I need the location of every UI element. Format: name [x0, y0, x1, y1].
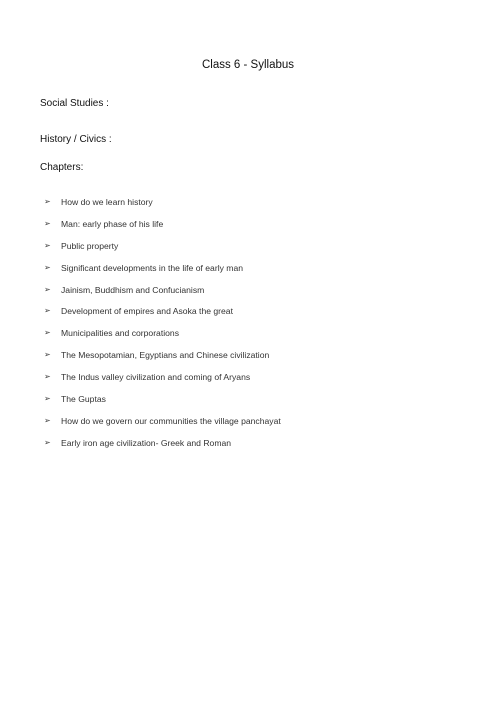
list-item	[44, 410, 281, 432]
arrowhead-bullet-icon: ➢	[44, 393, 51, 403]
list-item	[44, 257, 281, 279]
chapter-list	[44, 191, 281, 454]
list-item	[44, 300, 281, 322]
chapter-text: How do we govern our communities the village panchayat	[61, 415, 281, 426]
arrowhead-bullet-icon: ➢	[44, 196, 51, 206]
chapter-text: The Guptas	[61, 393, 106, 404]
arrowhead-bullet-icon: ➢	[44, 240, 51, 250]
arrowhead-bullet-icon: ➢	[44, 284, 51, 294]
page-title: Class 6 - Syllabus	[201, 59, 295, 71]
list-item	[44, 344, 281, 366]
subject-label: Social Studies :	[40, 98, 109, 109]
arrowhead-bullet-icon: ➢	[44, 372, 51, 382]
section-label: History / Civics :	[40, 134, 112, 145]
arrowhead-bullet-icon: ➢	[44, 415, 51, 425]
chapter-text: Jainism, Buddhism and Confucianism	[61, 284, 205, 295]
arrowhead-bullet-icon: ➢	[44, 350, 51, 360]
list-item	[44, 279, 281, 301]
list-item	[44, 388, 281, 410]
chapter-text: Man: early phase of his life	[61, 218, 164, 229]
chapter-text: The Mesopotamian, Egyptians and Chinese civilization	[61, 350, 270, 361]
chapter-text: Significant developments in the life of early man	[61, 262, 244, 273]
chapter-text: Development of empires and Asoka the great	[61, 306, 233, 317]
chapter-text: How do we learn history	[61, 196, 153, 207]
list-item	[44, 235, 281, 257]
list-item	[44, 191, 281, 213]
chapter-text: Public property	[61, 240, 119, 251]
arrowhead-bullet-icon: ➢	[44, 306, 51, 316]
chapter-text: The Indus valley civilization and coming of Aryans	[61, 372, 251, 383]
arrowhead-bullet-icon: ➢	[44, 218, 51, 228]
arrowhead-bullet-icon: ➢	[44, 328, 51, 338]
list-item	[44, 432, 281, 454]
chapter-text: Municipalities and corporations	[61, 328, 179, 339]
chapter-text: Early iron age civilization- Greek and Roman	[61, 437, 232, 448]
list-item	[44, 322, 281, 344]
arrowhead-bullet-icon: ➢	[44, 437, 51, 447]
list-item	[44, 213, 281, 235]
chapters-label: Chapters:	[40, 162, 84, 173]
arrowhead-bullet-icon: ➢	[44, 262, 51, 272]
list-item	[44, 366, 281, 388]
